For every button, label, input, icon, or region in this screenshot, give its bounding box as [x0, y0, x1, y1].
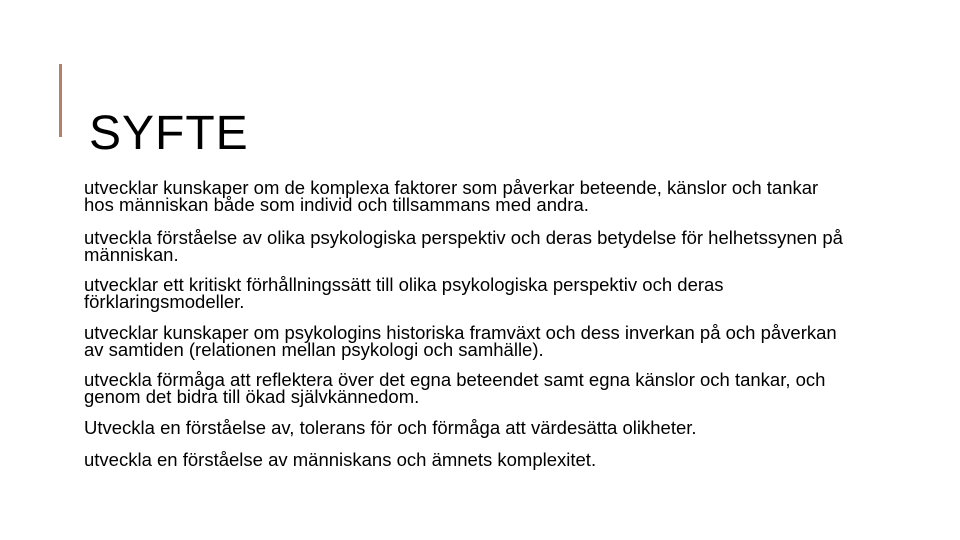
- bullet-item: utvecklar kunskaper om psykologins historiska framväxt och dess inverkan på och påverkan av samtiden (relationen mellan psykologi och samhälle).: [84, 322, 837, 360]
- bullet-item: utveckla förståelse av olika psykologiska perspektiv och deras betydelse för helhetssynen på människan.: [84, 227, 843, 265]
- bullet-item: utvecklar kunskaper om de komplexa faktorer som påverkar beteende, känslor och tankar hos människan både som individ och tillsammans med andra.: [84, 177, 819, 215]
- slide-title: SYFTE: [89, 107, 249, 161]
- title-accent-bar: [59, 64, 62, 137]
- bullet-item: utvecklar ett kritiskt förhållningssätt till olika psykologiska perspektiv och deras förklaringsmodeller.: [84, 274, 724, 312]
- bullet-item: utveckla förmåga att reflektera över det egna beteendet samt egna känslor och tankar, och genom det bidra till ökad självkännedom.: [84, 369, 826, 407]
- bullet-item: Utveckla en förståelse av, tolerans för och förmåga att värdesätta olikheter.: [84, 417, 697, 438]
- bullet-item: utveckla en förståelse av människans och ämnets komplexitet.: [84, 449, 597, 470]
